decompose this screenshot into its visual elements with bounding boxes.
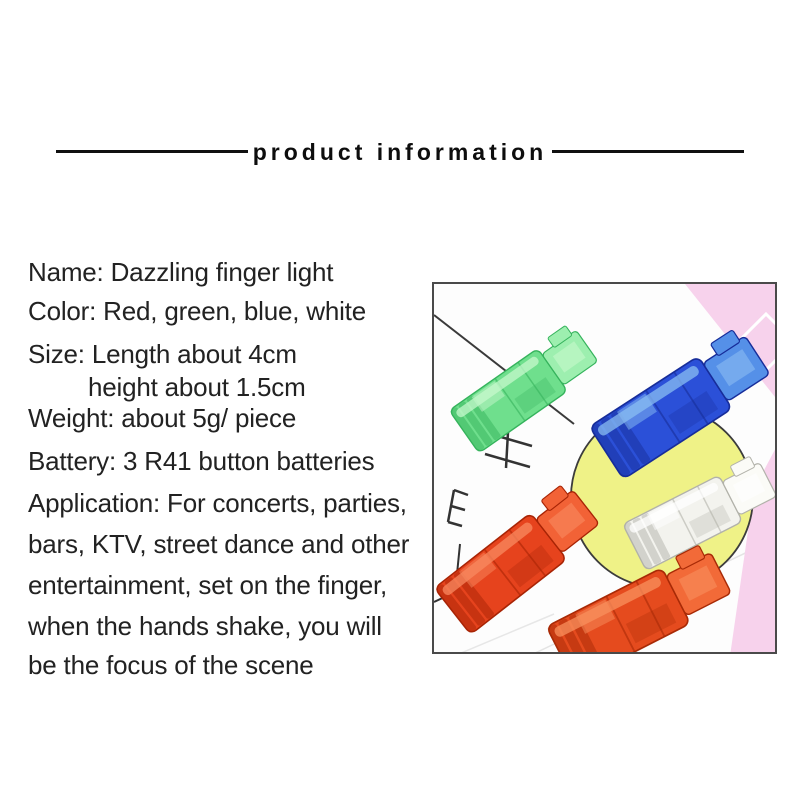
spec-battery-line: Battery: 3 R41 button batteries: [28, 446, 375, 476]
product-photo-frame: [432, 282, 777, 654]
spec-application-line-5: be the focus of the scene: [28, 650, 314, 680]
product-photo-canvas: [434, 284, 775, 652]
spec-application-line-2: bars, KTV, street dance and other: [28, 529, 410, 559]
spec-application-line-1: Application: For concerts, parties,: [28, 488, 407, 518]
spec-name-line: Name: Dazzling finger light: [28, 257, 334, 287]
spec-size-line-1: Size: Length about 4cm: [28, 339, 297, 369]
header-divider-left: [56, 150, 248, 153]
green-finger-light: [447, 322, 601, 453]
spec-size-line-2: height about 1.5cm: [88, 372, 306, 402]
spec-color-line: Color: Red, green, blue, white: [28, 296, 366, 326]
header-divider-right: [552, 150, 744, 153]
spec-application-line-4: when the hands shake, you will: [28, 611, 382, 641]
page-title: product information: [252, 139, 548, 165]
spec-weight-line: Weight: about 5g/ piece: [28, 403, 297, 433]
sketch-e-glyph: [448, 490, 468, 526]
spec-application-line-3: entertainment, set on the finger,: [28, 570, 388, 600]
